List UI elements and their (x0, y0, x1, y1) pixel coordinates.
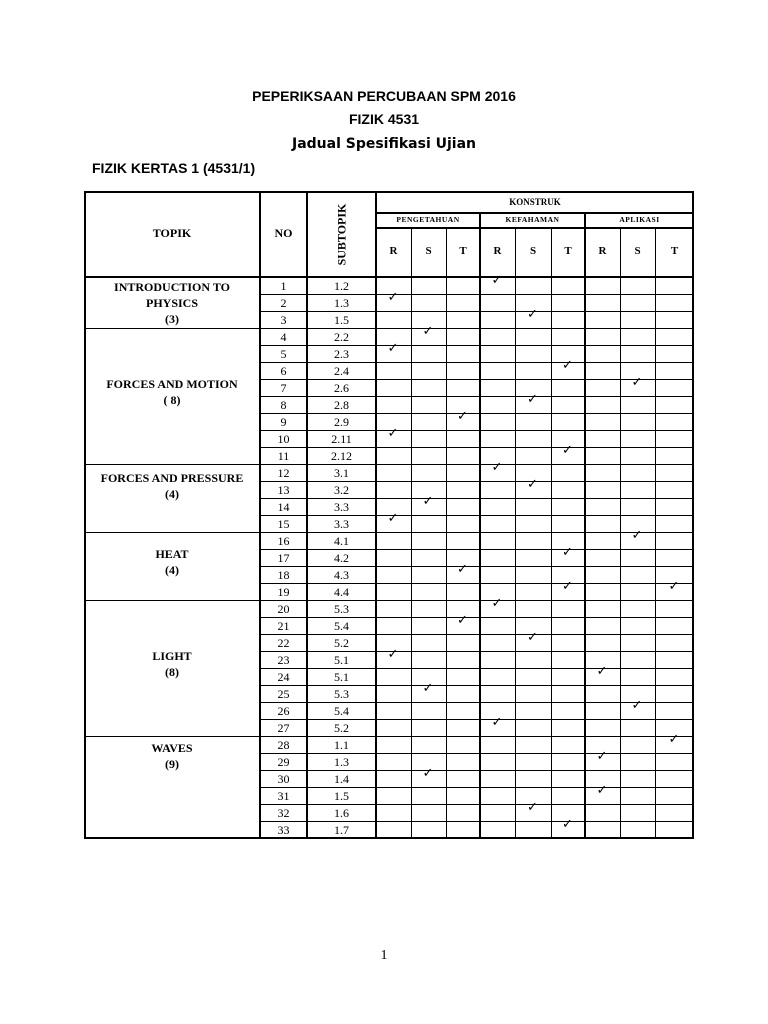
row-number: 15 (277, 517, 290, 531)
level-header-s: S (425, 245, 432, 257)
row-subtopik: 4.4 (334, 585, 349, 599)
row-number: 30 (277, 772, 290, 786)
row-number: 1 (280, 279, 287, 293)
topic-question-count: ( 8) (163, 393, 181, 407)
check-icon: ✓ (491, 596, 503, 611)
grid-line (84, 837, 694, 839)
row-number: 7 (280, 381, 287, 395)
row-number: 2 (280, 296, 287, 310)
group-header-kefahaman: KEFAHAMAN (505, 215, 560, 224)
grid-line (655, 228, 656, 838)
row-subtopik: 5.1 (334, 670, 349, 684)
check-icon: ✓ (562, 443, 573, 458)
row-subtopik: 1.7 (334, 823, 349, 837)
header-subject: FIZIK 4531 (348, 111, 420, 127)
grid-line (84, 532, 260, 533)
grid-line (260, 379, 694, 380)
column-header-subtopik: SUBTOPIK (334, 203, 348, 266)
grid-line (260, 634, 694, 635)
grid-line (84, 328, 260, 329)
row-subtopik: 3.1 (334, 466, 349, 480)
row-number: 27 (277, 721, 290, 735)
row-subtopik: 2.8 (334, 398, 349, 412)
topic-question-count: (3) (165, 312, 179, 326)
check-icon: ✓ (527, 630, 538, 645)
grid-line (84, 276, 694, 278)
grid-line (84, 191, 694, 193)
row-subtopik: 1.3 (334, 296, 349, 310)
check-icon: ✓ (527, 307, 538, 322)
row-number: 24 (277, 670, 290, 684)
topic-label (84, 740, 260, 772)
grid-line (260, 668, 694, 669)
row-subtopik: 1.5 (334, 313, 349, 327)
row-number: 10 (277, 432, 290, 446)
page-number: 1 (380, 948, 388, 963)
check-icon: ✓ (668, 732, 680, 747)
topic-question-count: (9) (165, 757, 179, 771)
grid-line (260, 345, 694, 346)
check-icon: ✓ (596, 749, 608, 764)
grid-line (260, 311, 694, 312)
grid-line (260, 328, 694, 329)
column-header-konstruk: KONSTRUK (509, 197, 561, 207)
group-header-aplikasi: APLIKASI (619, 215, 660, 224)
check-icon: ✓ (562, 579, 573, 594)
grid-line (479, 213, 481, 838)
grid-line (260, 753, 694, 754)
check-icon: ✓ (631, 375, 643, 390)
row-number: 29 (277, 755, 290, 769)
row-subtopik: 1.2 (334, 279, 349, 293)
grid-line (515, 228, 516, 838)
row-number: 25 (277, 687, 290, 701)
check-icon: ✓ (422, 681, 434, 696)
check-icon: ✓ (422, 324, 434, 339)
row-subtopik: 5.2 (334, 636, 349, 650)
grid-line (260, 447, 694, 448)
check-icon: ✓ (562, 817, 573, 832)
specification-table (84, 191, 694, 845)
row-number: 4 (280, 330, 287, 344)
check-icon: ✓ (457, 562, 468, 577)
grid-line (260, 515, 694, 516)
row-subtopik: 1.3 (334, 755, 349, 769)
group-header-pengetahuan: PENGETAHUAN (396, 215, 460, 224)
topic-name: WAVES (151, 741, 193, 755)
row-subtopik: 2.4 (334, 364, 349, 378)
row-subtopik: 1.4 (334, 772, 349, 786)
row-number: 12 (277, 466, 290, 480)
grid-line (376, 212, 694, 214)
check-icon: ✓ (387, 511, 399, 526)
check-icon: ✓ (562, 545, 573, 560)
row-number: 32 (277, 806, 290, 820)
level-header-s: S (634, 245, 641, 257)
check-icon: ✓ (562, 358, 573, 373)
topic-name: INTRODUCTION TO PHYSICS (114, 280, 230, 310)
grid-line (260, 549, 694, 550)
row-subtopik: 1.1 (334, 738, 349, 752)
level-header-r: R (493, 245, 502, 257)
topic-question-count: (4) (165, 563, 179, 577)
check-icon: ✓ (668, 579, 680, 594)
topic-label (84, 376, 260, 408)
grid-line (260, 583, 694, 584)
column-header-topik: TOPIK (152, 226, 192, 240)
grid-line (551, 228, 552, 838)
row-subtopik: 5.1 (334, 653, 349, 667)
row-number: 33 (277, 823, 290, 837)
row-subtopik: 3.3 (334, 517, 349, 531)
row-subtopik: 2.6 (334, 381, 349, 395)
check-icon: ✓ (387, 426, 399, 441)
grid-line (620, 228, 621, 838)
check-icon: ✓ (422, 766, 434, 781)
row-number: 9 (280, 415, 287, 429)
grid-line (260, 617, 694, 618)
row-number: 26 (277, 704, 290, 718)
grid-line (260, 736, 694, 737)
check-icon: ✓ (457, 613, 468, 628)
row-number: 14 (277, 500, 290, 514)
check-icon: ✓ (491, 273, 503, 288)
grid-line (84, 736, 260, 737)
row-subtopik: 3.2 (334, 483, 349, 497)
topic-label (84, 546, 260, 578)
row-subtopik: 2.12 (331, 449, 352, 463)
grid-line (260, 685, 694, 686)
grid-line (260, 787, 694, 788)
row-number: 16 (277, 534, 290, 548)
row-subtopik: 5.4 (334, 704, 349, 718)
check-icon: ✓ (527, 392, 538, 407)
grid-line (260, 294, 694, 295)
grid-line (260, 804, 694, 805)
topic-question-count: (8) (165, 665, 179, 679)
topic-label (84, 470, 260, 502)
row-subtopik: 2.3 (334, 347, 349, 361)
row-subtopik: 2.2 (334, 330, 349, 344)
grid-line (84, 600, 260, 601)
row-number: 23 (277, 653, 290, 667)
grid-line (411, 228, 412, 838)
grid-line (260, 413, 694, 414)
check-icon: ✓ (596, 783, 608, 798)
topic-label (84, 648, 260, 680)
grid-line (260, 702, 694, 703)
grid-line (260, 396, 694, 397)
grid-line (376, 227, 694, 229)
row-number: 18 (277, 568, 290, 582)
row-subtopik: 5.3 (334, 602, 349, 616)
row-number: 21 (277, 619, 290, 633)
level-header-r: R (389, 245, 398, 257)
level-header-s: S (529, 245, 537, 257)
grid-line (584, 213, 586, 838)
check-icon: ✓ (387, 341, 399, 356)
check-icon: ✓ (422, 494, 434, 509)
grid-line (260, 651, 694, 652)
grid-line (260, 464, 694, 465)
grid-line (446, 228, 447, 838)
topic-name: FORCES AND PRESSURE (100, 471, 244, 485)
grid-line (260, 362, 694, 363)
grid-line (260, 532, 694, 533)
grid-line (260, 430, 694, 431)
grid-line (260, 821, 694, 822)
row-subtopik: 4.3 (334, 568, 349, 582)
check-icon: ✓ (387, 647, 399, 662)
check-icon: ✓ (491, 715, 503, 730)
row-number: 6 (280, 364, 287, 378)
row-number: 19 (277, 585, 290, 599)
row-number: 11 (277, 449, 290, 463)
paper-subtitle: FIZIK KERTAS 1 (4531/1) (92, 160, 256, 176)
row-number: 20 (277, 602, 290, 616)
column-header-no: NO (274, 226, 293, 240)
row-subtopik: 4.2 (334, 551, 349, 565)
topic-name: LIGHT (152, 649, 192, 663)
header-caption: Jadual Spesifikasi Ujian (291, 136, 477, 152)
row-subtopik: 5.2 (334, 721, 349, 735)
check-icon: ✓ (631, 698, 643, 713)
row-number: 8 (280, 398, 287, 412)
check-icon: ✓ (596, 664, 608, 679)
row-number: 5 (280, 347, 287, 361)
row-number: 17 (277, 551, 290, 565)
row-subtopik: 4.1 (334, 534, 349, 548)
check-icon: ✓ (387, 290, 399, 305)
check-icon: ✓ (527, 477, 538, 492)
level-header-t: T (670, 245, 679, 257)
level-header-r: R (598, 245, 607, 257)
topic-name: HEAT (155, 547, 189, 561)
row-number: 28 (277, 738, 290, 752)
grid-line (260, 600, 694, 601)
row-subtopik: 5.3 (334, 687, 349, 701)
topic-question-count: (4) (165, 487, 179, 501)
row-number: 13 (277, 483, 290, 497)
row-subtopik: 5.4 (334, 619, 349, 633)
row-subtopik: 2.9 (334, 415, 349, 429)
row-subtopik: 3.3 (334, 500, 349, 514)
check-icon: ✓ (631, 528, 643, 543)
grid-line (260, 770, 694, 771)
grid-line (260, 481, 694, 482)
row-subtopik: 2.11 (331, 432, 352, 446)
check-icon: ✓ (491, 460, 503, 475)
topic-label (84, 279, 260, 327)
check-icon: ✓ (457, 409, 468, 424)
level-header-t: T (564, 245, 572, 257)
row-number: 3 (280, 313, 287, 327)
header-title: PEPERIKSAAN PERCUBAAN SPM 2016 (252, 88, 516, 104)
row-number: 31 (277, 789, 290, 803)
level-header-t: T (459, 245, 467, 257)
row-subtopik: 1.6 (334, 806, 349, 820)
row-subtopik: 1.5 (334, 789, 349, 803)
grid-line (260, 566, 694, 567)
check-icon: ✓ (527, 800, 538, 815)
grid-line (260, 719, 694, 720)
topic-name: FORCES AND MOTION (106, 377, 238, 391)
row-number: 22 (277, 636, 290, 650)
grid-line (260, 498, 694, 499)
grid-line (84, 464, 260, 465)
